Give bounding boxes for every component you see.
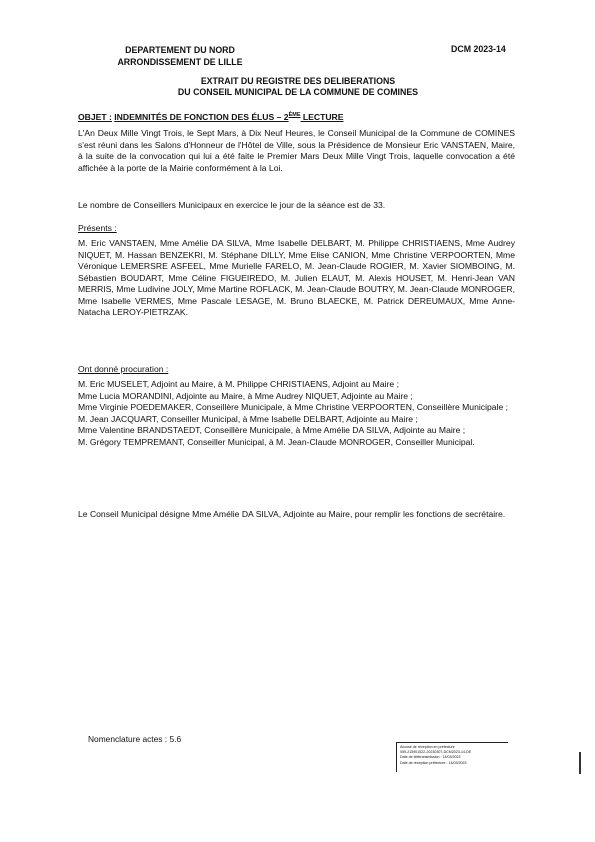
procuration-item: Mme Valentine BRANDSTAEDT, Conseillère Municipale, à Mme Amélie DA SILVA, Adjointe au Maire ; (78, 425, 466, 435)
subject-suffix: LECTURE (300, 112, 344, 122)
deliberation-reference: DCM 2023-14 (451, 44, 506, 54)
stamp-line: Date de réception préfecture : 14/03/2023 (400, 760, 467, 765)
subject-superscript: ÈME (288, 112, 301, 119)
procuration-item: Mme Virginie POEDEMAKER, Conseillère Municipale, à Mme Christine VERPOORTEN, Conseillère Municipale ; (78, 402, 508, 412)
stamp-line: 059-215901522-20230307-DCM2023-14-DE (400, 750, 472, 755)
procuration-list (78, 379, 515, 448)
nomenclature-note: Nomenclature actes : 5.6 (88, 734, 182, 744)
quorum-paragraph: Le nombre de Conseillers Municipaux en exercice le jour de la séance est de 33. (78, 200, 386, 210)
procuration-item: M. Eric MUSELET, Adjoint au Maire, à M. Philippe CHRISTIAENS, Adjoint au Maire ; (78, 379, 399, 389)
subject-line (78, 112, 343, 122)
title-line-1: EXTRAIT DU REGISTRE DES DELIBERATIONS (200, 76, 396, 86)
subject-label: OBJET : (78, 112, 112, 122)
arrondissement-heading: ARRONDISSEMENT DE LILLE (117, 57, 243, 67)
presents-label: Présents : (78, 223, 117, 233)
stamp-line: Date de télétransmission : 14/03/2023 (400, 755, 461, 760)
title-line-2: DU CONSEIL MUNICIPAL DE LA COMMUNE DE COMINES (177, 87, 419, 97)
procuration-item: M. Jean JACQUART, Conseiller Municipal, à Mme Isabelle DELBART, Adjointe au Maire ; (78, 413, 418, 424)
intro-paragraph: L'An Deux Mille Vingt Trois, le Sept Mars, à Dix Neuf Heures, le Conseil Municipal de la Commune de COMINES s'est réuni dans les Salons d'Honneur de l'Hôtel de Ville, sous la Présidence de Monsieur Eric VANSTAEN, Maire, à la suite de la convocation qui lui a été faite le Premier Mars Deux Mille Vingt Trois, laquelle convocation a été affichée à la porte de la Mairie conformément à la Loi. (78, 128, 515, 173)
department-heading: DEPARTEMENT DU NORD (125, 45, 235, 55)
secretary-paragraph: Le Conseil Municipal désigne Mme Amélie DA SILVA, Adjointe au Maire, pour remplir les fonctions de secrétaire. (78, 509, 506, 519)
document-title (78, 76, 518, 98)
stamp-line: Accusé de réception en préfecture (400, 745, 455, 749)
procuration-item: M. Grégory TEMPREMANT, Conseiller Municipal, à M. Jean-Claude MONROGER, Conseiller Municipal. (78, 436, 475, 447)
subject-text: INDEMNITÉS DE FONCTION DES ÉLUS – 2 (114, 112, 289, 122)
procuration-label: Ont donné procuration : (78, 364, 169, 374)
presents-list: M. Eric VANSTAEN, Mme Amélie DA SILVA, Mme Isabelle DELBART, M. Philippe CHRISTIAENS, Mme Audrey NIQUET, M. Hassan BENZEKRI, M. Stéphane DILLY, Mme Elise CANION, Mme Christine VERPOORTEN, Mme Véronique LEMERSRE ASFEEL, Mme Murielle FARELO, M. Jean-Claude ROGIER, M. Xavier SIOMBOING, M. Sébastien BOUDART, Mme Céline FIGUEIREDO, M. Julien ELAUT, M. Alexis HOUSET, M. Henri-Jean VAN MERRIS, Mme Ludivine JOLY, Mme Martine ROFLACK, M. Jean-Claude BOUTRY, M. Jean-Claude MONROGER, Mme Isabelle VERMES, Mme Pascale LESAGE, M. Bruno BLAECKE, M. Patrick DEREUMAUX, Mme Anne-Natacha LEROY-PIETRZAK. (78, 238, 515, 317)
prefecture-receipt-stamp (396, 742, 508, 772)
procuration-item: Mme Lucia MORANDINI, Adjointe au Maire, à Mme Audrey NIQUET, Adjointe au Maire ; (78, 390, 413, 401)
scan-margin-mark (579, 752, 581, 774)
header-left (80, 44, 280, 68)
